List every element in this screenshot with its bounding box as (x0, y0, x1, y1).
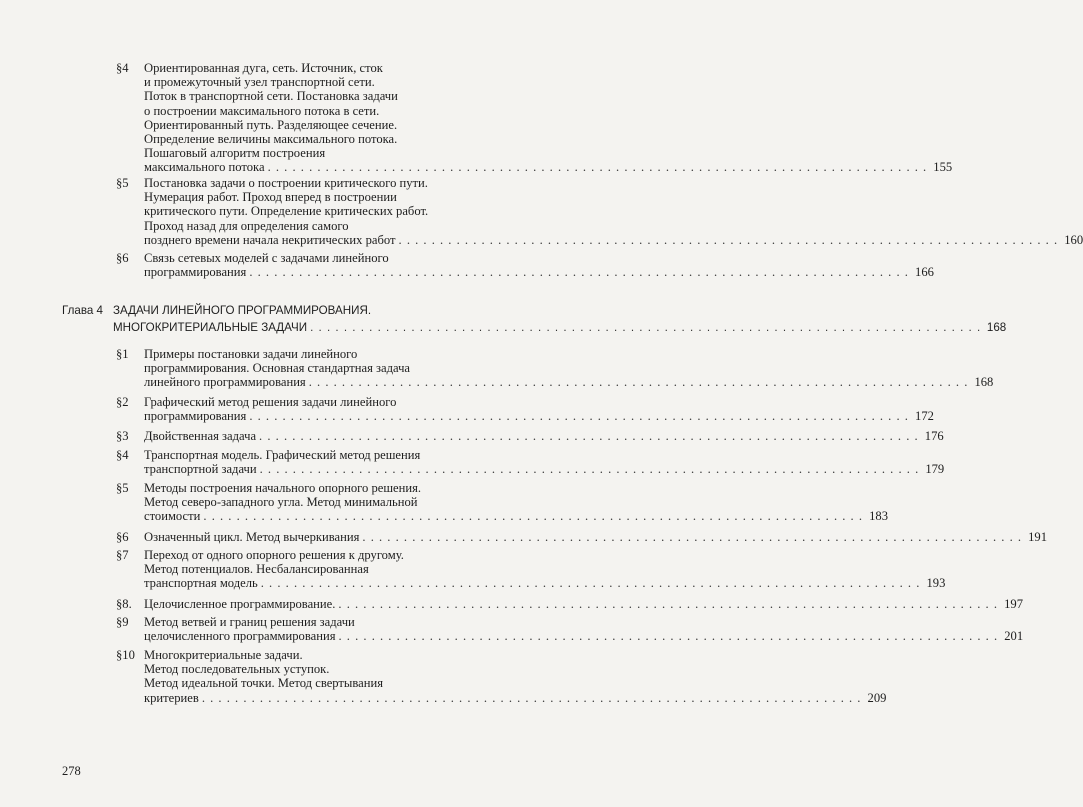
leader-dots: . . . . . . . . . . . . . . . . . . . . . . . . . . . . . . . . . . . . . . . . . . . . . . . . . . . . . . . . . . . . . . . . . . . . . . . . . . . . . . . . (249, 409, 909, 424)
page-folio: 278 (62, 764, 81, 778)
leader-dots: . . . . . . . . . . . . . . . . . . . . . . . . . . . . . . . . . . . . . . . . . . . . . . . . . . . . . . . . . . . . . . . . . . . . . . . . . . . . . . . . (267, 160, 928, 175)
leader-dots: . . . . . . . . . . . . . . . . . . . . . . . . . . . . . . . . . . . . . . . . . . . . . . . . . . . . . . . . . . . . . . . . . . . . . . . . . . . . . . . . (310, 321, 982, 334)
title-line: Метод потенциалов. Несбалансированная (144, 562, 369, 577)
page-number: 179 (925, 462, 945, 477)
title-last-line: программирования . . . . . . . . . . . . . . . . . . . . . . . . . . . . . . . . . . . . . . . . . . . . . . . . . . . . . . . . . . . . . . . . . . . . . . . . . . . . . . . . 166 (144, 265, 934, 280)
section-title (144, 448, 945, 477)
title-last-line: Означенный цикл. Метод вычеркивания . . . . . . . . . . . . . . . . . . . . . . . . . . . . . . . . . . . . . . . . . . . . . . . . . . . . . . . . . . . . . . . . . . . . . . . . . . . . . . . . 191 (144, 530, 1048, 544)
page-number: 176 (924, 429, 944, 443)
section-number: §6 (116, 530, 129, 544)
title-line: Поток в транспортной сети. Постановка задачи (144, 89, 398, 104)
section-number: §6 (116, 251, 129, 265)
chapter-title-line: ЗАДАЧИ ЛИНЕЙНОГО ПРОГРАММИРОВАНИЯ. (113, 304, 372, 317)
section-title (144, 648, 887, 705)
section-number: §4 (116, 448, 129, 462)
section-number: §5 (116, 176, 129, 190)
title-line: Переход от одного опорного решения к другому. (144, 548, 404, 562)
title-line: Определение величины максимального потока. (144, 132, 398, 147)
title-line: Связь сетевых моделей с задачами линейного (144, 251, 389, 265)
page-number: 183 (869, 509, 888, 524)
section-number: §1 (116, 347, 129, 361)
leader-dots: . . . . . . . . . . . . . . . . . . . . . . . . . . . . . . . . . . . . . . . . . . . . . . . . . . . . . . . . . . . . . . . . . . . . . . . . . . . . . . . . (203, 509, 863, 524)
section-title (144, 251, 934, 280)
leader-dots: . . . . . . . . . . . . . . . . . . . . . . . . . . . . . . . . . . . . . . . . . . . . . . . . . . . . . . . . . . . . . . . . . . . . . . . . . . . . . . . . (338, 629, 999, 644)
section-title (144, 615, 1024, 644)
title-line: Проход назад для определения самого (144, 218, 349, 233)
page-number: 168 (986, 321, 1007, 334)
page-number: 201 (1004, 629, 1024, 644)
page-number: 197 (1004, 597, 1023, 611)
title-line: о построении максимального потока в сети. (144, 103, 380, 118)
title-line: Метод идеальной точки. Метод свертывания (144, 676, 384, 691)
title-line: Многокритериальные задачи. (144, 648, 303, 662)
section-number: §2 (116, 395, 129, 409)
section-title (144, 530, 1048, 544)
title-line: программирования. Основная стандартная задача (144, 361, 410, 376)
title-last-line: транспортной задачи . . . . . . . . . . . . . . . . . . . . . . . . . . . . . . . . . . . . . . . . . . . . . . . . . . . . . . . . . . . . . . . . . . . . . . . . . . . . . . . . 179 (144, 462, 945, 477)
chapter-label: Глава 4 (62, 304, 103, 317)
leader-dots: . . . . . . . . . . . . . . . . . . . . . . . . . . . . . . . . . . . . . . . . . . . . . . . . . . . . . . . . . . . . . . . . . . . . . . . . . . . . . . . . (338, 597, 998, 611)
leader-dots: . . . . . . . . . . . . . . . . . . . . . . . . . . . . . . . . . . . . . . . . . . . . . . . . . . . . . . . . . . . . . . . . . . . . . . . . . . . . . . . . (201, 690, 862, 705)
title-last-line: позднего времени начала некритических работ . . . . . . . . . . . . . . . . . . . . . . . . . . . . . . . . . . . . . . . . . . . . . . . . . . . . . . . . . . . . . . . . . . . . . . . . . . . . . . . . 160 (144, 232, 1083, 247)
title-last-line: стоимости . . . . . . . . . . . . . . . . . . . . . . . . . . . . . . . . . . . . . . . . . . . . . . . . . . . . . . . . . . . . . . . . . . . . . . . . . . . . . . . . 183 (144, 509, 888, 524)
title-line: Примеры постановки задачи линейного (144, 347, 358, 361)
title-line: Транспортная модель. Графический метод решения (144, 448, 421, 462)
title-last-line: Целочисленное программирование. . . . . . . . . . . . . . . . . . . . . . . . . . . . . . . . . . . . . . . . . . . . . . . . . . . . . . . . . . . . . . . . . . . . . . . . . . . . . . . . . 197 (144, 597, 1023, 611)
page-number: 172 (915, 409, 934, 424)
section-number: §5 (116, 481, 129, 495)
title-line: Метод последовательных уступок. (144, 662, 330, 677)
section-title (144, 61, 953, 175)
section-number: §7 (116, 548, 129, 562)
section-number: §9 (116, 615, 129, 629)
title-line: Методы построения начального опорного решения. (144, 481, 422, 495)
section-title (144, 597, 1023, 611)
title-line: Постановка задачи о построении критического пути. (144, 176, 428, 190)
page-number: 160 (1064, 232, 1083, 247)
section-number: §8. (116, 597, 132, 611)
title-line: Ориентированный путь. Разделяющее сечение. (144, 117, 398, 132)
section-title (144, 347, 994, 390)
title-line: Ориентированная дуга, сеть. Источник, сток (144, 61, 383, 75)
section-title (144, 481, 888, 524)
title-line: Пошаговый алгоритм построения (144, 146, 326, 161)
section-title (144, 429, 944, 443)
title-last-line: критериев . . . . . . . . . . . . . . . . . . . . . . . . . . . . . . . . . . . . . . . . . . . . . . . . . . . . . . . . . . . . . . . . . . . . . . . . . . . . . . . . 209 (144, 690, 887, 705)
leader-dots: . . . . . . . . . . . . . . . . . . . . . . . . . . . . . . . . . . . . . . . . . . . . . . . . . . . . . . . . . . . . . . . . . . . . . . . . . . . . . . . . (398, 232, 1059, 247)
section-title (144, 176, 1083, 247)
title-line: Нумерация работ. Проход вперед в построении (144, 190, 397, 205)
title-last-line: линейного программирования . . . . . . . . . . . . . . . . . . . . . . . . . . . . . . . . . . . . . . . . . . . . . . . . . . . . . . . . . . . . . . . . . . . . . . . . . . . . . . . . 168 (144, 375, 994, 390)
page-number: 155 (933, 160, 953, 175)
chapter-title-last-line: МНОГОКРИТЕРИАЛЬНЫЕ ЗАДАЧИ . . . . . . . . . . . . . . . . . . . . . . . . . . . . . . . . . . . . . . . . . . . . . . . . . . . . . . . . . . . . . . . . . . . . . . . . . . . . . . . . 168 (113, 321, 1007, 334)
leader-dots: . . . . . . . . . . . . . . . . . . . . . . . . . . . . . . . . . . . . . . . . . . . . . . . . . . . . . . . . . . . . . . . . . . . . . . . . . . . . . . . . (260, 576, 921, 591)
page-number: 166 (915, 265, 934, 280)
title-last-line: программирования . . . . . . . . . . . . . . . . . . . . . . . . . . . . . . . . . . . . . . . . . . . . . . . . . . . . . . . . . . . . . . . . . . . . . . . . . . . . . . . . 172 (144, 409, 934, 424)
page-number: 193 (926, 576, 946, 591)
page-number: 168 (974, 375, 994, 390)
section-number: §3 (116, 429, 129, 443)
leader-dots: . . . . . . . . . . . . . . . . . . . . . . . . . . . . . . . . . . . . . . . . . . . . . . . . . . . . . . . . . . . . . . . . . . . . . . . . . . . . . . . . (308, 375, 969, 390)
title-line: Графический метод решения задачи линейного (144, 395, 397, 409)
chapter-title (113, 302, 1007, 336)
section-number: §10 (116, 648, 135, 662)
section-title (144, 395, 934, 424)
title-line: Метод ветвей и границ решения задачи (144, 615, 355, 629)
section-title (144, 548, 946, 591)
leader-dots: . . . . . . . . . . . . . . . . . . . . . . . . . . . . . . . . . . . . . . . . . . . . . . . . . . . . . . . . . . . . . . . . . . . . . . . . . . . . . . . . (259, 462, 920, 477)
title-last-line: максимального потока . . . . . . . . . . . . . . . . . . . . . . . . . . . . . . . . . . . . . . . . . . . . . . . . . . . . . . . . . . . . . . . . . . . . . . . . . . . . . . . . 155 (144, 160, 953, 175)
title-line: Метод северо-западного угла. Метод минимальной (144, 495, 418, 510)
title-last-line: Двойственная задача . . . . . . . . . . . . . . . . . . . . . . . . . . . . . . . . . . . . . . . . . . . . . . . . . . . . . . . . . . . . . . . . . . . . . . . . . . . . . . . . 176 (144, 429, 944, 443)
title-line: критического пути. Определение критических работ. (144, 204, 429, 219)
leader-dots: . . . . . . . . . . . . . . . . . . . . . . . . . . . . . . . . . . . . . . . . . . . . . . . . . . . . . . . . . . . . . . . . . . . . . . . . . . . . . . . . (362, 530, 1023, 544)
title-last-line: транспортная модель . . . . . . . . . . . . . . . . . . . . . . . . . . . . . . . . . . . . . . . . . . . . . . . . . . . . . . . . . . . . . . . . . . . . . . . . . . . . . . . . 193 (144, 576, 946, 591)
title-last-line: целочисленного программирования . . . . . . . . . . . . . . . . . . . . . . . . . . . . . . . . . . . . . . . . . . . . . . . . . . . . . . . . . . . . . . . . . . . . . . . . . . . . . . . . 201 (144, 629, 1024, 644)
title-line: и промежуточный узел транспортной сети. (144, 75, 375, 90)
section-number: §4 (116, 61, 129, 75)
leader-dots: . . . . . . . . . . . . . . . . . . . . . . . . . . . . . . . . . . . . . . . . . . . . . . . . . . . . . . . . . . . . . . . . . . . . . . . . . . . . . . . . (249, 265, 909, 280)
page-number: 191 (1028, 530, 1048, 544)
leader-dots: . . . . . . . . . . . . . . . . . . . . . . . . . . . . . . . . . . . . . . . . . . . . . . . . . . . . . . . . . . . . . . . . . . . . . . . . . . . . . . . . (259, 429, 919, 443)
page-number: 209 (867, 690, 887, 705)
